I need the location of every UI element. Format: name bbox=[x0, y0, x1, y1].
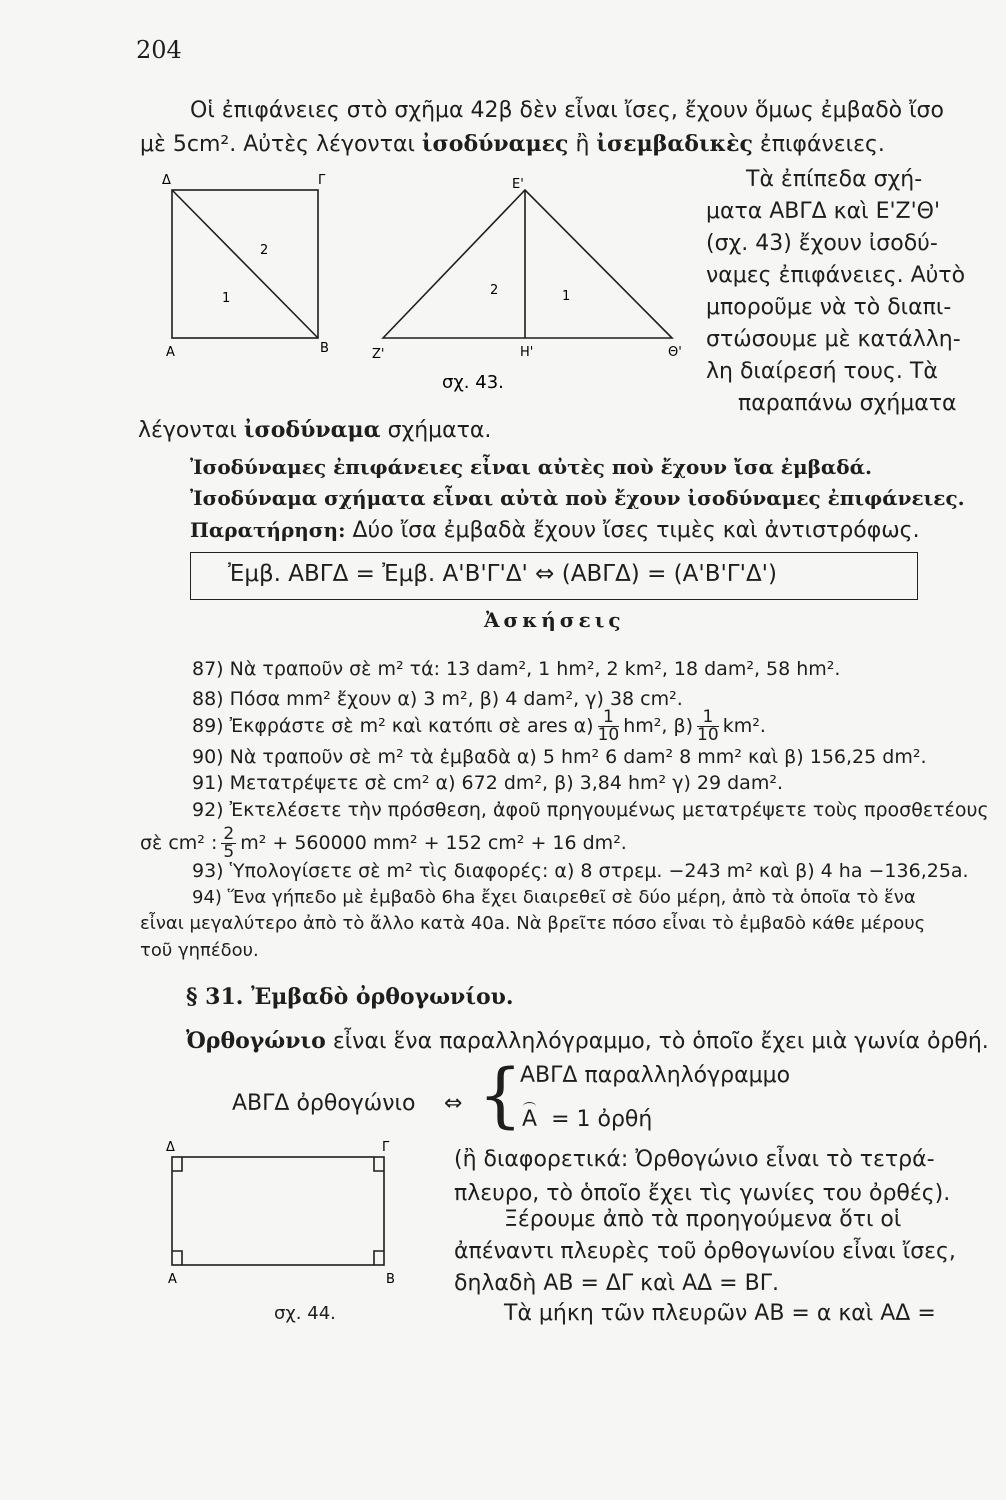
tri-part-2: 2 bbox=[490, 283, 499, 298]
equiv-r2: Α = 1 ὀρθή bbox=[522, 1107, 653, 1132]
rect-label-tl: Δ bbox=[166, 1140, 175, 1155]
exercise-94-line-3: τοῦ γηπέδου. bbox=[140, 940, 259, 961]
fig43-caption: σχ. 43. bbox=[442, 372, 504, 393]
after-line: πλευρο, τὸ ὁποῖο ἔχει τὶς γωνίες του ὀρθές). bbox=[454, 1181, 951, 1206]
rect-label-bl: Α bbox=[168, 1272, 177, 1285]
after-line: (ἢ διαφορετικά: Ὀρθογώνιο εἶναι τὸ τετρά- bbox=[454, 1147, 935, 1172]
exercise-90: 90) Νὰ τραποῦν σὲ m² τὰ ἐμβαδὰ α) 5 hm² 6 dam² 8 mm² καὶ β) 156,25 dm². bbox=[192, 746, 927, 768]
tri-label-br: Θ' bbox=[668, 345, 682, 360]
rect-label-tr: Γ bbox=[382, 1140, 390, 1155]
definition-2: Ἰσοδύναμα σχήματα εἶναι αὐτὰ ποὺ ἔχουν ἰσοδύναμες ἐπιφάνειες. bbox=[190, 486, 965, 510]
right-col-line: ματα ΑΒΓΔ καὶ Ε'Ζ'Θ' bbox=[706, 199, 941, 224]
after-line: ἀπέναντι πλευρὲς τοῦ ὀρθογωνίου εἶναι ἴσες, bbox=[454, 1239, 956, 1264]
right-col-line: Τὰ ἐπίπεδα σχή- bbox=[746, 167, 923, 192]
figure-44 bbox=[150, 1135, 410, 1285]
intro-line-1: Οἱ ἐπιφάνειες στὸ σχῆμα 42β δὲν εἶναι ἴσες, ἔχουν ὅμως ἐμβαδὸ ἴσο bbox=[190, 98, 944, 123]
sq-label-tl: Δ bbox=[162, 173, 171, 188]
sq-label-bl: Α bbox=[166, 345, 175, 360]
tri-part-1: 1 bbox=[562, 289, 571, 304]
exercise-91: 91) Μετατρέψετε σὲ cm² α) 672 dm², β) 3,84 hm² γ) 29 dam². bbox=[192, 772, 783, 794]
right-col-line: λη διαίρεσή τους. Τὰ bbox=[706, 359, 938, 384]
after-line: Ξέρουμε ἀπὸ τὰ προηγούμενα ὅτι οἱ bbox=[504, 1207, 902, 1232]
sq-label-br: Β bbox=[320, 341, 329, 356]
exercise-92-line-2: σὲ cm² : $\frac{2}{5}$ m² + 560000 mm² + 152 cm² + 16 dm². bbox=[140, 824, 627, 862]
tri-label-bl: Ζ' bbox=[372, 347, 385, 362]
intro-line-2: μὲ 5cm². Αὐτὲς λέγονται ἰσοδύναμες ἢ ἰσεμβαδικὲς ἐπιφάνειες. bbox=[140, 131, 885, 157]
equiv-figures-line: λέγονται ἰσοδύναμα σχήματα. bbox=[138, 417, 492, 443]
equiv-lhs: ΑΒΓΔ ὀρθογώνιο bbox=[232, 1091, 416, 1116]
remark: Παρατήρηση: Δύο ἴσα ἐμβαδὰ ἔχουν ἴσες τιμὲς καὶ ἀντιστρόφως. bbox=[190, 518, 920, 543]
equiv-r1: ΑΒΓΔ παραλληλόγραμμο bbox=[520, 1063, 791, 1088]
rect-label-br: Β bbox=[386, 1272, 395, 1285]
tri-label-bm: Η' bbox=[520, 345, 534, 360]
exercise-87: 87) Νὰ τραποῦν σὲ m² τά: 13 dam², 1 hm², 2 km², 18 dam², 58 hm². bbox=[192, 658, 841, 680]
boxed-formula: Ἐμβ. ΑΒΓΔ = Ἐμβ. Α'Β'Γ'Δ' ⇔ (ΑΒΓΔ) = (Α'Β'Γ'Δ') bbox=[228, 561, 777, 587]
brace: { bbox=[478, 1054, 523, 1136]
exercise-89: 89) Ἐκφράστε σὲ m² καὶ κατόπι σὲ ares α) $\frac{1}{10}$ hm², β) $\frac{1}{10}$ km². bbox=[192, 707, 766, 745]
fig44-caption: σχ. 44. bbox=[274, 1303, 336, 1324]
tri-label-top: Ε' bbox=[512, 177, 524, 192]
exercise-88: 88) Πόσα mm² ἔχουν α) 3 m², β) 4 dam², γ) 38 cm². bbox=[192, 688, 683, 710]
section-title: § 31. Ἐμβαδὸ ὀρθογωνίου. bbox=[186, 984, 514, 1010]
after-line: Τὰ μήκη τῶν πλευρῶν ΑΒ = α καὶ ΑΔ = bbox=[504, 1301, 936, 1326]
exercise-92-line-1: 92) Ἐκτελέσετε τὴν πρόσθεση, ἀφοῦ πρηγουμένως μετατρέψετε τοὺς προσθετέους bbox=[192, 799, 989, 821]
exercises-title: Ἀσκήσεις bbox=[484, 608, 625, 632]
sq-part-2: 2 bbox=[260, 243, 269, 258]
rectangle-definition: Ὀρθογώνιο εἶναι ἕνα παραλληλόγραμμο, τὸ ὁποῖο ἔχει μιὰ γωνία ὀρθή. bbox=[186, 1028, 989, 1054]
equiv-arrow: ⇔ bbox=[444, 1091, 463, 1116]
definition-1: Ἰσοδύναμες ἐπιφάνειες εἶναι αὐτὲς ποὺ ἔχουν ἴσα ἐμβαδά. bbox=[190, 455, 872, 479]
sq-label-tr: Γ bbox=[318, 173, 326, 188]
right-col-line: στώσουμε μὲ κατάλλη- bbox=[706, 327, 961, 352]
right-col-line: (σχ. 43) ἔχουν ἰσοδύ- bbox=[706, 231, 938, 256]
sq-part-1: 1 bbox=[222, 291, 231, 306]
right-col-line: ναμες ἐπιφάνειες. Αὐτὸ bbox=[706, 263, 966, 288]
right-col-line: μποροῦμε νὰ τὸ διαπι- bbox=[706, 295, 952, 320]
exercise-94-line-2: εἶναι μεγαλύτερο ἀπὸ τὸ ἄλλο κατὰ 40a. Νὰ βρεῖτε πόσο εἶναι τὸ ἐμβαδὸ κάθε μέρους bbox=[140, 913, 926, 934]
exercise-94-line-1: 94) Ἕνα γήπεδο μὲ ἐμβαδὸ 6ha ἔχει διαιρεθεῖ σὲ δύο μέρη, ἀπὸ τὰ ὁποῖα τὸ ἕνα bbox=[192, 887, 916, 908]
after-line: δηλαδὴ ΑΒ = ΔΓ καὶ ΑΔ = ΒΓ. bbox=[454, 1271, 779, 1296]
right-col-line: παραπάνω σχήματα bbox=[738, 391, 957, 416]
figure-43 bbox=[150, 170, 710, 400]
exercise-93: 93) Ὑπολογίσετε σὲ m² τὶς διαφορές: α) 8 στρεμ. −243 m² καὶ β) 4 ha −136,25a. bbox=[192, 860, 969, 882]
page-number: 204 bbox=[136, 36, 182, 64]
